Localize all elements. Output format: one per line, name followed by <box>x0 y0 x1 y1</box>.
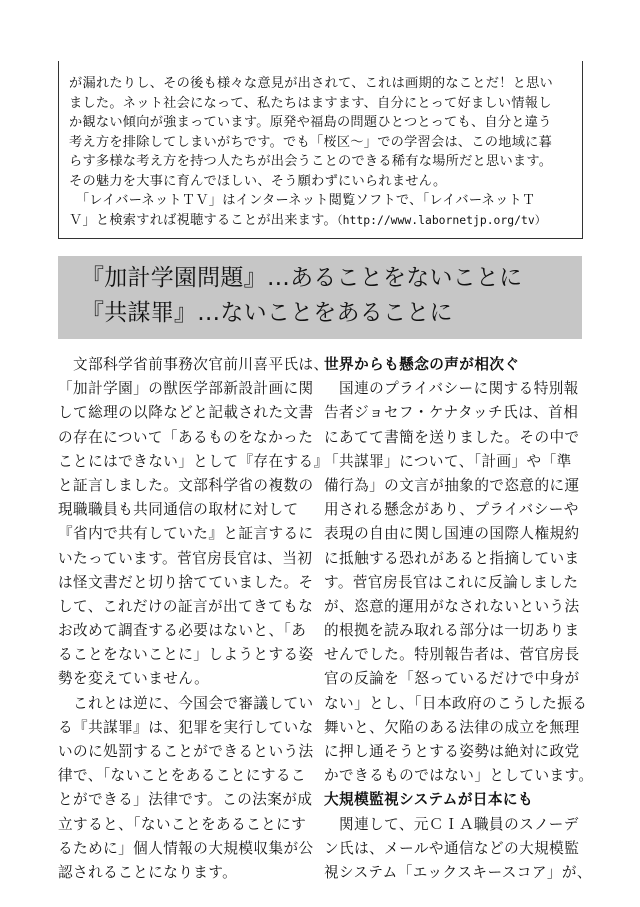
body-line: る『共謀罪』は、犯罪を実行していな <box>58 718 314 736</box>
body-line: 用される懸念があり、プライバシーや <box>324 501 579 519</box>
body-line: 「共謀罪」について、「計画」や「準 <box>324 452 572 470</box>
body-line: いのに処罰することができるという法 <box>58 743 314 760</box>
box-line: ました。ネット社会になって、私たちはますます、自分にとって好ましい情報し <box>69 95 552 111</box>
box-line-last <box>69 211 574 231</box>
box-text <box>69 74 574 230</box>
box-last-line-text: Ｖ」と検索すれば視聴することが出来ます。 <box>69 212 337 228</box>
headline-line-2: 『共謀罪』…ないことをあることに <box>81 300 453 326</box>
body-line: ることをないことに」しようとする姿 <box>58 646 314 664</box>
body-line: ン氏は、メールや通信などの大規模監 <box>324 839 580 857</box>
body-line: 官の反論を「怒っているだけで中身が <box>324 670 580 688</box>
body-line: す。菅官房長官はこれに反論しました <box>324 573 579 591</box>
box-line: その魅力を大事に育んでほしい、そう願わずにいられません。 <box>69 173 447 189</box>
body-line: せんでした。特別報告者は、菅官房長 <box>324 646 580 664</box>
body-line: いたっています。菅官房長官は、当初 <box>58 549 313 567</box>
body-line: して総理の以降などと記載された文書 <box>58 404 314 422</box>
body-line: お改めて調査する必要はないと、「あ <box>58 622 307 640</box>
body-line: 立すると、「ないことをあることにす <box>58 815 307 833</box>
box-line: らす多様な考え方を持つ人たちが出会うことのできる稀有な場所だと思います。 <box>69 154 553 169</box>
labornet-url: （http://www.labornetjp.org/tv） <box>336 212 547 227</box>
body-line: るために」個人情報の大規模収集が公 <box>58 839 314 857</box>
body-line: して、これだけの証言が出てきてもな <box>58 597 314 615</box>
box-line: が漏れたりし、その後も様々な意見が出されて、これは画期的なことだ！と思い <box>69 76 553 91</box>
body-line: と証言しました。文部科学省の複数の <box>58 476 314 494</box>
left-column <box>58 353 329 885</box>
body-line: に抵触する恐れがあると指摘していま <box>324 549 580 567</box>
body-line: 的根拠を読み取れる部分は一切ありま <box>324 622 580 640</box>
body-line: に押し通そうとする姿勢は絶対に政党 <box>324 743 580 760</box>
body-line: が、恣意的運用がなされないという法 <box>324 597 580 615</box>
body-line: かできるものではない」としています。 <box>324 767 594 785</box>
subheading-worldwide-concern: 世界からも懸念の声が相次ぐ <box>324 356 520 373</box>
body-line: 関連して、元ＣＩＡ職員のスノーデ <box>324 815 579 833</box>
body-line: 「加計学園」の獣医学部新設計画に関 <box>58 380 314 398</box>
body-line: の存在について「あるものをなかった <box>58 428 314 446</box>
headline-line-1: 『加計学園問題』…あることをないことに <box>81 265 523 291</box>
body-line: 国連のプライバシーに関する特別報 <box>324 380 579 398</box>
body-line: 舞いと、欠陥のある法律の成立を無理 <box>324 718 580 736</box>
body-line: 備行為」の文言が抽象的で恣意的に運 <box>324 476 580 494</box>
body-line: とができる」法律です。この法案が成 <box>58 791 313 809</box>
body-line: は怪文書だと切り捨てていました。そ <box>58 573 314 591</box>
body-line: 現職職員も共同通信の取材に対して <box>58 501 299 519</box>
body-line: 告者ジョセフ・ケナタッチ氏は、首相 <box>324 404 579 422</box>
body-line: 律で、「ないことをあることにするこ <box>58 767 306 785</box>
subheading-mass-surveillance: 大規模監視システムが日本にも <box>324 791 533 809</box>
article-continuation-box <box>58 61 583 239</box>
body-line: 表現の自由に関し国連の国際人権規約 <box>324 525 580 543</box>
box-line: か観ない傾向が強まっています。原発や福島の問題ひとつとっても、自分と違う <box>69 115 552 130</box>
right-column <box>324 353 594 885</box>
body-line: 勢を変えていません。 <box>58 670 210 688</box>
body-line: 『省内で共有していた』と証言するに <box>58 525 314 543</box>
body-line: 認されることになります。 <box>58 863 238 881</box>
box-line: 考え方を排除してしまいがちです。でも「桜区～」での学習会は、この地域に暮 <box>69 134 553 150</box>
box-line: 「レイバーネットＴＶ」はインターネット閲覧ソフトで、「レイバーネットＴ <box>69 193 536 208</box>
body-line: ない」とし、「日本政府のこうした振る <box>324 694 588 712</box>
body-line: これとは逆に、今国会で審議してい <box>58 694 314 712</box>
body-line: 文部科学省前事務次官前川喜平氏は、 <box>58 356 329 373</box>
body-line: にあてて書簡を送りました。その中で <box>324 428 580 446</box>
body-line: 視システム「エックスキースコア」が、 <box>324 863 592 881</box>
headline-banner <box>58 256 582 339</box>
body-line: ことにはできない」として『存在する』 <box>58 452 329 470</box>
